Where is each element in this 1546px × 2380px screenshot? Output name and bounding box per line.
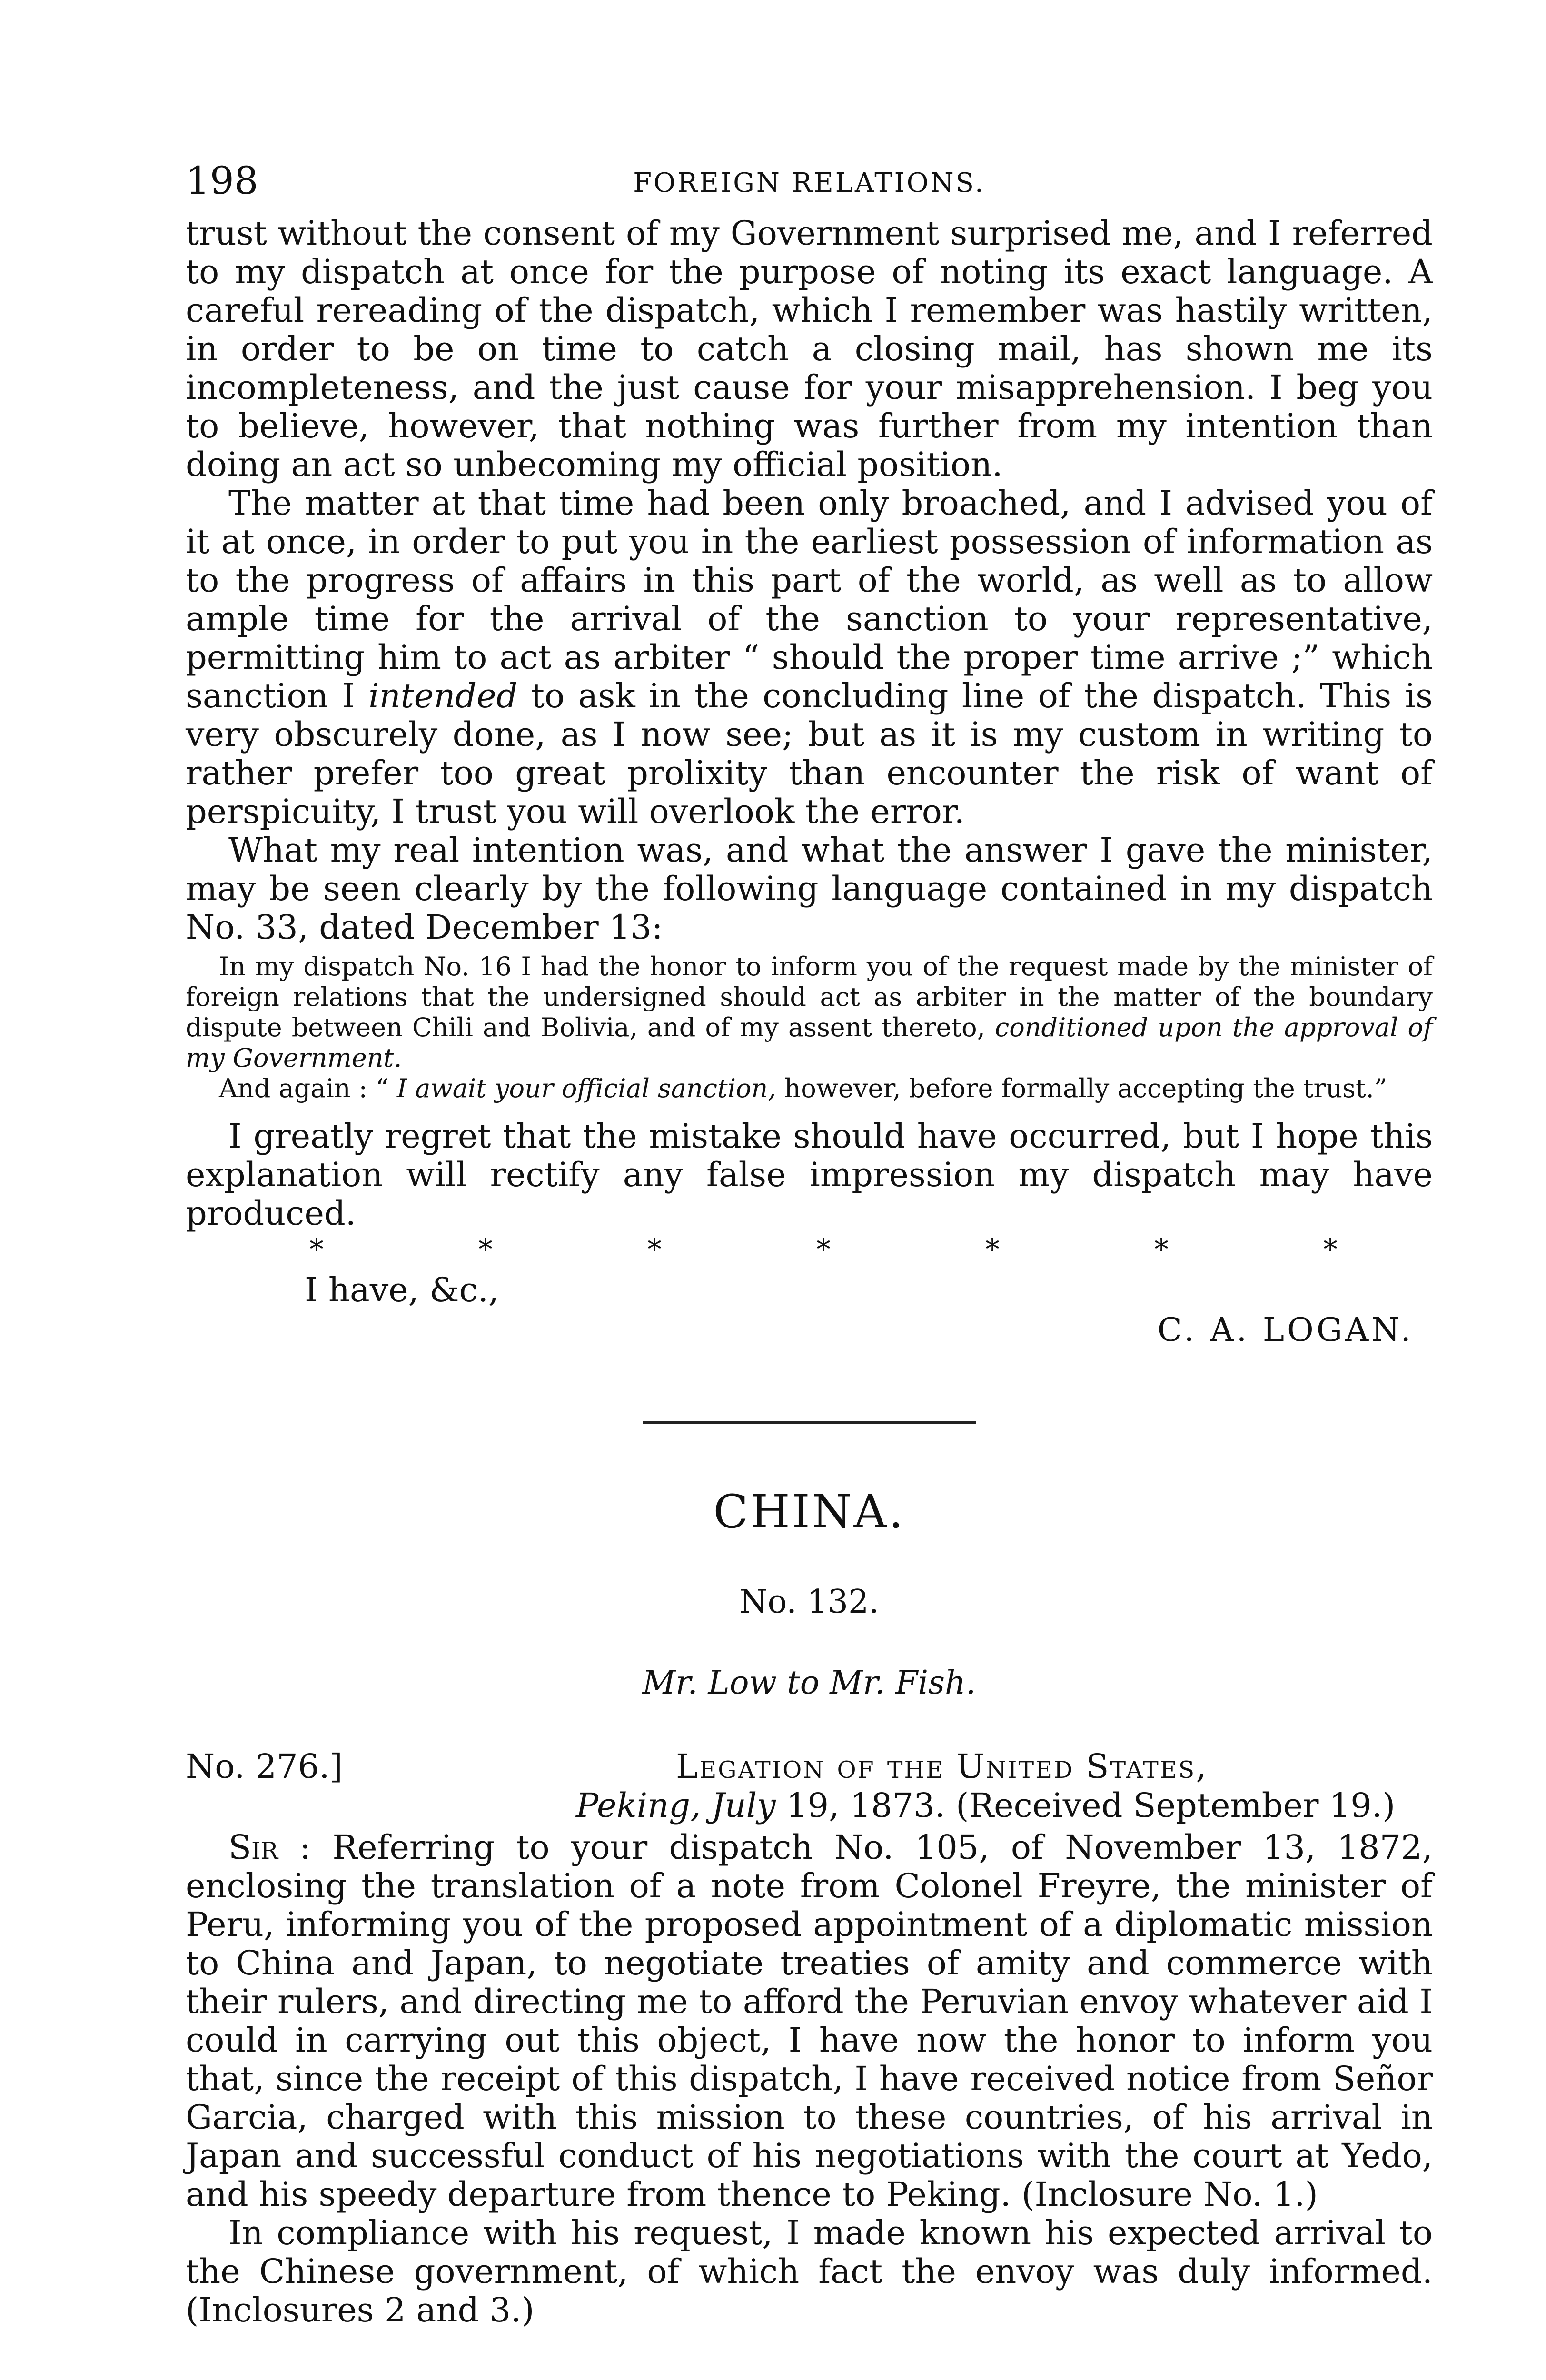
quote-paragraph-1 (186, 952, 1433, 1073)
letter1-paragraph-2-part-b: to ask in the concluding line of the dispatch. This is very obscurely done, as I now see; but as it is my custom in writing to rather prefer too great prolixity than encounter the risk of want of perspicuity, I trust you will overlook the error. (186, 676, 1433, 831)
star: * (816, 1233, 831, 1266)
date-and-received: 19, 1873. (Received September 19.) (775, 1786, 1396, 1825)
star: * (1154, 1233, 1169, 1266)
section-title: CHINA. (713, 1485, 905, 1538)
signature: C. A. LOGAN. (1157, 1311, 1414, 1349)
star: * (647, 1233, 662, 1266)
letter2-paragraph-2: In compliance with his request, I made known his expected arrival to the Chinese government, of which fact the envoy was duly informed. (Inclosures 2 and 3.) (186, 2213, 1433, 2330)
quote-paragraph-2-part-a: And again : “ (219, 1073, 397, 1103)
letter-title: Mr. Low to Mr. Fish. (642, 1664, 976, 1702)
star: * (478, 1233, 493, 1266)
dispatch-number: No. 276.] (186, 1747, 343, 1786)
document-number: No. 132. (739, 1583, 879, 1621)
letter1-paragraph-4: I greatly regret that the mistake should have occurred, but I hope this explanation will rectify any false impression my dispatch may have produced. (186, 1117, 1433, 1233)
place: Peking, (576, 1786, 701, 1825)
letter1-paragraph-2-emphasis: intended (368, 676, 518, 715)
quote-paragraph-2-emphasis: I await your official sanction, (396, 1073, 776, 1103)
star: * (309, 1233, 324, 1266)
quote-paragraph-2-part-b: however, before formally accepting the trust.” (776, 1073, 1387, 1103)
salutation: Sir (228, 1828, 278, 1867)
letter1-paragraph-2 (186, 484, 1433, 831)
quoted-dispatch (186, 952, 1433, 1104)
closing-block (186, 1266, 1433, 1357)
star: * (985, 1233, 1000, 1266)
quote-paragraph-2 (186, 1073, 1433, 1104)
closing-salutation: I have, &c., (305, 1270, 499, 1309)
page-number: 198 (186, 159, 258, 203)
month: July (711, 1786, 776, 1825)
legation-heading: Legation of the United States, (676, 1747, 1208, 1786)
document-page (186, 157, 1433, 2330)
letter2-paragraph-1 (186, 1828, 1433, 2214)
section-divider (643, 1421, 976, 1424)
quote-paragraph-1-emphasis: conditioned upon the approval of my Government. (186, 1012, 1433, 1073)
running-head: FOREIGN RELATIONS. (633, 168, 985, 198)
letter1-paragraph-3: What my real intention was, and what the answer I gave the minister, may be seen clearly by the following language contained in my dispatch No. 33, dated December 13: (186, 831, 1433, 947)
dateline (186, 1747, 1433, 1828)
place-and-date (576, 1786, 1395, 1825)
letter1-paragraph-1: trust without the consent of my Government surprised me, and I referred to my dispatch at once for the purpose of noting its exact language. A careful rereading of the dispatch, which I remember was hastily written, in order to be on time to catch a closing mail, has shown me its incompleteness, and the just cause for your misapprehension. I beg you to believe, however, that nothing was further from my intention than doing an act so unbecoming my official position. (186, 214, 1433, 484)
quote-paragraph-1-text: In my dispatch No. 16 I had the honor to inform you of the request made by the minister of foreign relations that the undersigned should act as arbiter in the matter of the boundary dispute between Chili and Bolivia, and of my assent thereto, (186, 952, 1433, 1042)
star: * (1323, 1233, 1338, 1266)
ellipsis-stars (309, 1233, 1338, 1266)
letter2-paragraph-1-text: : Referring to your dispatch No. 105, of November 13, 1872, enclosing the translation of a note from Colonel Freyre, the minister of Peru, informing you of the proposed appointment of a diplomatic mission to China and Japan, to negotiate treaties of amity and commerce with their rulers, and directing me to afford the Peruvian envoy whatever aid I could in carrying out this object, I have now the honor to inform you that, since the receipt of this dispatch, I have received notice from Señor Garcia, charged with this mission to these countries, of his arrival in Japan and successful conduct of his negotiations with the court at Yedo, and his speedy departure from thence to Peking. (Inclosure No. 1.) (186, 1828, 1433, 2214)
letter1-paragraph-2-part-a: The matter at that time had been only broached, and I advised you of it at once, in order to put you in the earliest possession of information as to the progress of affairs in this part of the world, as well as to allow ample time for the arrival of the sanction to your representative, permitting him to act as arbiter “ should the proper time arrive ;” which sanction I (186, 484, 1433, 715)
page-header (186, 157, 1433, 214)
